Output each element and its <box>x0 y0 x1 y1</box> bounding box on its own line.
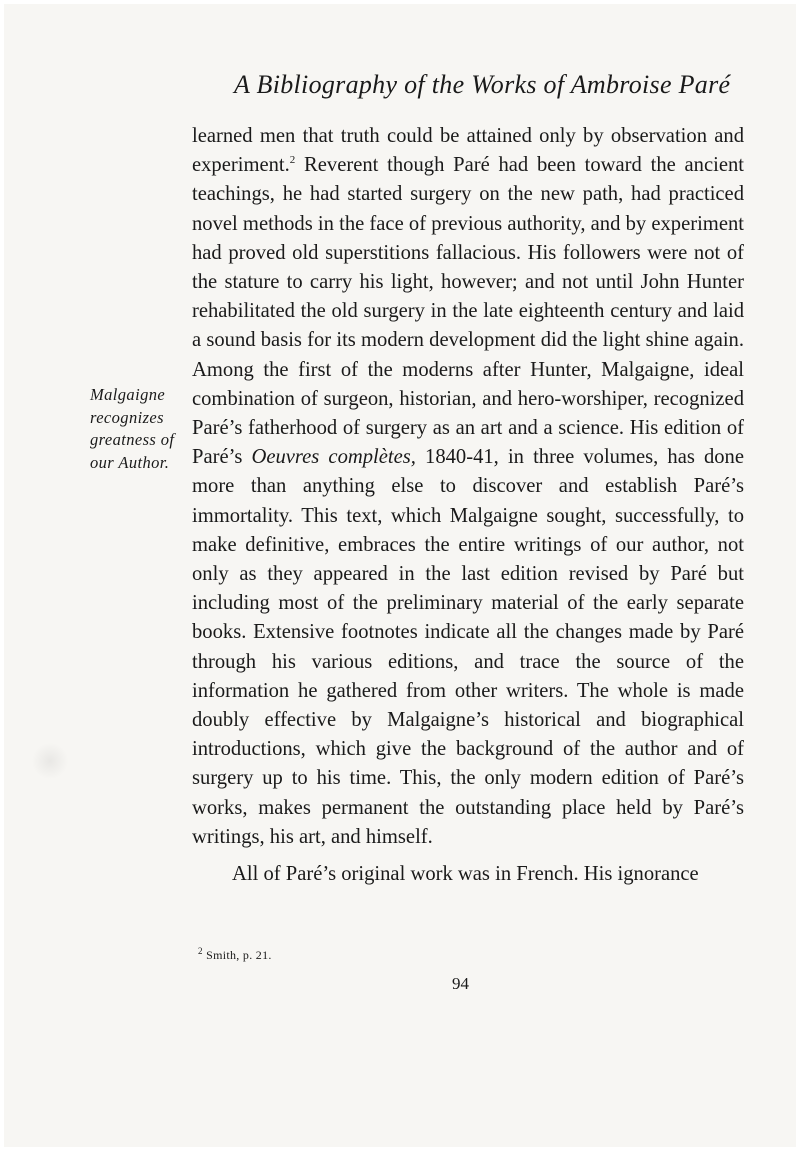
paragraph-text: Reverent though Paré had been toward the ancient teachings, he had started surgery on the new path, had practiced novel methods in the face of previous authority, and by experiment had proved old superstitions fallacious. His followers were not of the stature to carry his light, however; and not until John Hunter rehabilitated the old surgery in the late eighteenth century and laid a sound basis for its modern development did the light shine again. Among the first of the moderns after Hunter, Malgaigne, ideal combination of surgeon, historian, and hero-worshiper, recognized Paré’s fatherhood of surgery as an art and a science. His edition of Paré’s <box>192 154 744 469</box>
marginal-note-line: our Author. <box>90 452 170 472</box>
paragraph: All of Paré’s original work was in French. His ignorance <box>232 863 699 886</box>
book-page <box>4 4 796 1147</box>
marginal-note-line: recognizes <box>90 407 164 427</box>
running-head: A Bibliography of the Works of Ambroise Paré <box>234 70 731 99</box>
footnote-reference: 2 <box>289 154 296 167</box>
footnote-marker: 2 <box>198 946 203 956</box>
marginal-note-line: greatness of <box>90 430 175 449</box>
marginal-note <box>90 384 190 474</box>
page-number: 94 <box>452 974 469 993</box>
paragraph-text: learned men that truth could be attained only by observation and experiment. <box>192 125 744 177</box>
footnote <box>198 948 272 963</box>
body-text <box>192 122 744 889</box>
footnote-text: Smith, p. 21. <box>202 948 272 962</box>
page-smudge <box>32 742 68 780</box>
book-title: Oeuvres complètes, <box>251 446 416 469</box>
paragraph-text: 1840-41, in three volumes, has done more than anything else to discover and establish Paré’s immortality. This text, which Malgaigne sought, successfully, to make definitive, embraces the entire writings of our author, not only as they appeared in the last edition revised by Paré but including most of the preliminary material of the early separate books. Extensive footnotes indicate all the changes made by Paré through his various editions, and trace the source of the information he gathered from other writers. The whole is made doubly effective by Malgaigne’s historical and biographical introductions, which give the background of the author and of surgery up to his time. This, the only modern edition of Paré’s works, makes permanent the outstanding place held by Paré’s writings, his art, and himself. <box>192 446 744 848</box>
paragraph <box>192 122 744 852</box>
marginal-note-line: Malgaigne <box>90 385 166 404</box>
